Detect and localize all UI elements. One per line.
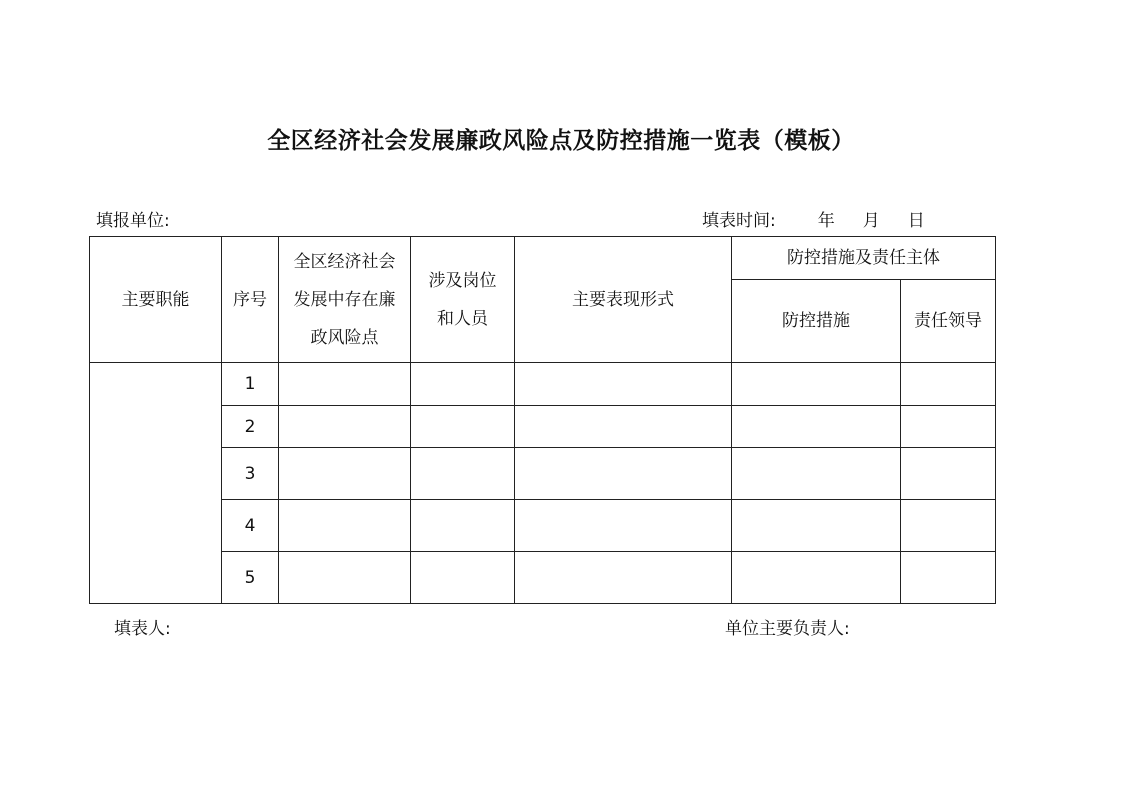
table-cell [411,363,515,406]
header-main-function: 主要职能 [90,237,222,363]
seq-cell: 2 [222,406,279,448]
table-cell [411,500,515,552]
header-group: 防控措施及责任主体 [732,237,996,280]
table-cell [411,448,515,500]
header-risk-point-line: 政风险点 [310,327,379,348]
header-risk-point-line: 全区经济社会 [293,251,396,272]
fill-unit-label: 填报单位: [96,211,170,231]
header-posts [411,237,515,363]
table-cell [515,552,732,604]
table-row [90,363,996,406]
header-measures: 防控措施 [732,280,901,363]
table-cell [279,552,411,604]
day-label: 日 [907,211,925,231]
table-cell [279,448,411,500]
table-cell [279,363,411,406]
table-cell [515,500,732,552]
table-cell [901,552,996,604]
table-cell [732,500,901,552]
seq-cell: 5 [222,552,279,604]
table-row [90,448,996,500]
header-posts-line: 和人员 [437,308,488,329]
month-label: 月 [862,211,880,231]
header-manifestation: 主要表现形式 [515,237,732,363]
main-function-cell [90,363,222,604]
header-posts-line: 涉及岗位 [428,270,497,291]
table-row [90,552,996,604]
table-cell [279,500,411,552]
fill-time-label: 填表时间: [702,211,776,231]
table-row [90,406,996,448]
header-risk-point [279,237,411,363]
table-cell [901,500,996,552]
table-cell [515,406,732,448]
table-cell [732,448,901,500]
table-cell [515,448,732,500]
seq-cell: 3 [222,448,279,500]
table-cell [732,363,901,406]
table-cell [732,406,901,448]
seq-cell: 1 [222,363,279,406]
table-cell [515,363,732,406]
year-label: 年 [817,211,835,231]
page-title: 全区经济社会发展廉政风险点及防控措施一览表（模板） [267,128,855,154]
table-cell [411,406,515,448]
header-seq: 序号 [222,237,279,363]
table-cell [279,406,411,448]
table-cell [901,406,996,448]
table-cell [732,552,901,604]
risk-table [89,236,996,604]
header-leader: 责任领导 [901,280,996,363]
unit-leader-label: 单位主要负责人: [725,619,850,639]
seq-cell: 4 [222,500,279,552]
table-cell [901,363,996,406]
filler-label: 填表人: [114,619,171,639]
table-cell [901,448,996,500]
fill-time [702,206,925,231]
table-cell [411,552,515,604]
header-row-1 [90,237,996,280]
table-row [90,500,996,552]
header-risk-point-line: 发展中存在廉 [293,289,396,310]
